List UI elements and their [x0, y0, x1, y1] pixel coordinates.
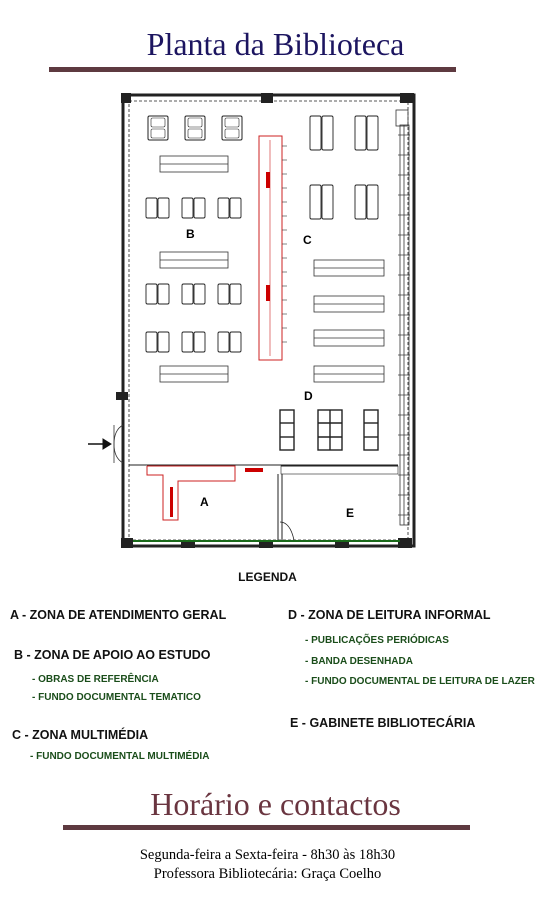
- table-seat: [158, 198, 169, 218]
- table-seat: [151, 118, 165, 127]
- table-seat: [218, 284, 229, 304]
- arrow-right-icon: [88, 439, 111, 449]
- table-seat: [225, 118, 239, 127]
- legend-zone-a: A - ZONA DE ATENDIMENTO GERAL: [10, 608, 227, 622]
- service-counter: [147, 466, 263, 520]
- table-seat: [218, 332, 229, 352]
- legend-zone-e: E - GABINETE BIBLIOTECÁRIA: [290, 716, 476, 730]
- legend-zone-d: D - ZONA DE LEITURA INFORMAL: [288, 608, 491, 622]
- shelf-ticks: [282, 146, 287, 342]
- table-seat: [322, 116, 333, 150]
- table-seat: [230, 284, 241, 304]
- legend-zone-d-item: - FUNDO DOCUMENTAL DE LEITURA DE LAZER: [305, 676, 535, 687]
- teacher-text: Professora Bibliotecária: Graça Coelho: [153, 866, 382, 882]
- table-seat: [194, 284, 205, 304]
- table-seat: [194, 332, 205, 352]
- multimedia-tables: [310, 116, 378, 219]
- legend-zone-b-item: - FUNDO DOCUMENTAL TEMATICO: [32, 692, 201, 703]
- hours-heading: Horário e contactos: [150, 786, 401, 822]
- legend-zone-d-item: - BANDA DESENHADA: [305, 656, 413, 667]
- table-seat: [151, 129, 165, 138]
- legend-zone-b-item: - OBRAS DE REFERÊNCIA: [32, 674, 159, 685]
- walls: [123, 95, 414, 546]
- legend-zone-c-item: - FUNDO DOCUMENTAL MULTIMÉDIA: [30, 751, 210, 762]
- legend-heading: LEGENDA: [238, 570, 297, 584]
- table-seat: [355, 116, 366, 150]
- table-seat: [367, 116, 378, 150]
- table-seat: [182, 284, 193, 304]
- table-seat: [310, 116, 321, 150]
- page-title: Planta da Biblioteca: [146, 26, 405, 62]
- zone-label-b: B: [186, 227, 195, 241]
- central-shelf: [259, 136, 282, 360]
- zone-label-a: A: [200, 495, 209, 509]
- table-seat: [146, 284, 157, 304]
- table-seat: [310, 185, 321, 219]
- table-seat: [230, 332, 241, 352]
- table-seat: [146, 332, 157, 352]
- partitions: [129, 465, 398, 540]
- table-seat: [230, 198, 241, 218]
- columns: [116, 93, 414, 548]
- table-seat: [182, 332, 193, 352]
- table-seat: [225, 129, 239, 138]
- table-seat: [146, 198, 157, 218]
- schedule-text: Segunda-feira a Sexta-feira - 8h30 às 18h30: [139, 847, 396, 863]
- table-seat: [158, 332, 169, 352]
- table-seat: [218, 198, 229, 218]
- table-seat: [182, 198, 193, 218]
- zone-label-e: E: [346, 506, 355, 520]
- zone-label-c: C: [303, 233, 312, 247]
- reading-shelves: [280, 410, 378, 450]
- table-seat: [158, 284, 169, 304]
- windows: [396, 110, 409, 525]
- legend-zone-b: B - ZONA DE APOIO AO ESTUDO: [14, 648, 211, 662]
- legend-zone-d-item: - PUBLICAÇÕES PERIÓDICAS: [305, 635, 449, 646]
- table-seat: [355, 185, 366, 219]
- zone-label-d: D: [304, 389, 313, 403]
- table-seat: [188, 129, 202, 138]
- legend-zone-c: C - ZONA MULTIMÉDIA: [12, 728, 149, 742]
- table-seat: [322, 185, 333, 219]
- table-seat: [194, 198, 205, 218]
- table-seat: [367, 185, 378, 219]
- hours-divider: [63, 825, 470, 830]
- table-seat: [188, 118, 202, 127]
